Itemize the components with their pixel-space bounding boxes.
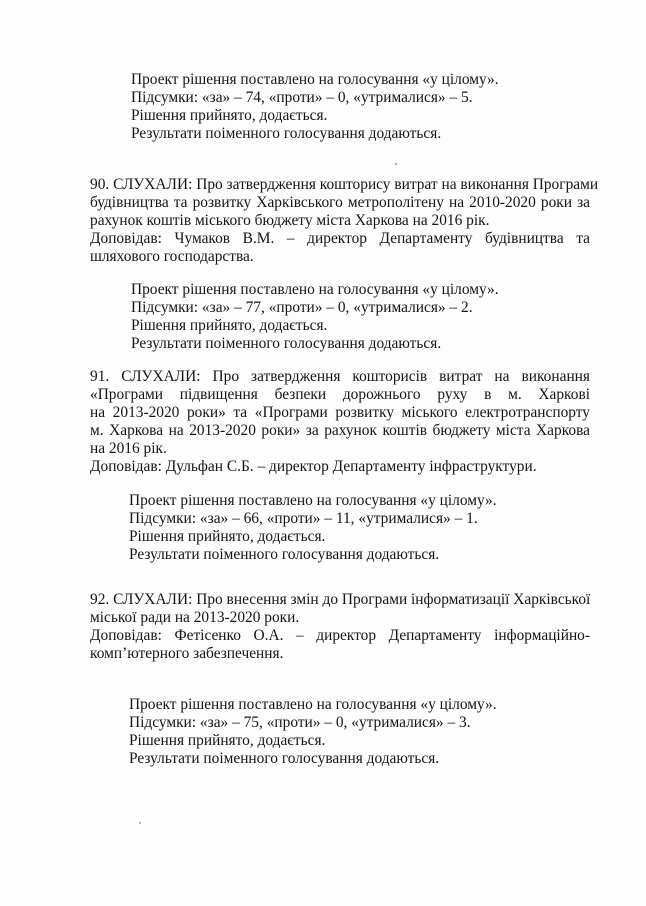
- item-heading-line: на 2016 рік.: [90, 440, 167, 457]
- vote-project-line: Проект рішення поставлено на голосування «у цілому».: [131, 71, 499, 88]
- vote-decision-line: Рішення прийнято, додається.: [131, 317, 328, 334]
- vote-project-line: Проект рішення поставлено на голосування «у цілому».: [129, 696, 497, 713]
- speaker-line: Доповідав: Чумаков В.М. – директор Департаменту будівництва та: [90, 230, 590, 247]
- item-heading-line: «Програми підвищення безпеки дорожнього руху в м. Харкові: [90, 386, 590, 403]
- vote-decision-line: Рішення прийнято, додається.: [131, 107, 328, 124]
- vote-rollcall-line: Результати поіменного голосування додаються.: [131, 125, 442, 142]
- item-heading-line: 92. СЛУХАЛИ: Про внесення змін до Програми інформатизації Харківської: [90, 591, 591, 608]
- item-heading-line: 90. СЛУХАЛИ: Про затвердження кошторису витрат на виконання Програми: [90, 176, 599, 193]
- speaker-line: Доповідав: Дульфан С.Б. – директор Департаменту інфраструктури.: [90, 458, 537, 475]
- speaker-line: шляхового господарства.: [90, 248, 254, 265]
- vote-results-line: Підсумки: «за» – 75, «проти» – 0, «утрималися» – 3.: [129, 714, 471, 731]
- vote-rollcall-line: Результати поіменного голосування додаються.: [129, 750, 440, 767]
- item-heading-line: рахунок коштів міського бюджету міста Харкова на 2016 рік.: [90, 212, 490, 229]
- vote-results-line: Підсумки: «за» – 77, «проти» – 0, «утрималися» – 2.: [131, 299, 473, 316]
- scan-speck: [139, 822, 141, 824]
- vote-results-line: Підсумки: «за» – 66, «проти» – 11, «утрималися» – 1.: [129, 510, 478, 527]
- item-heading-line: 91. СЛУХАЛИ: Про затвердження кошторисів витрат на виконання: [90, 368, 590, 385]
- vote-decision-line: Рішення прийнято, додається.: [129, 732, 326, 749]
- item-heading-line: міської ради на 2013-2020 роки.: [90, 609, 300, 626]
- item-heading-line: на 2013-2020 роки» та «Програми розвитку міського електротранспорту: [90, 404, 590, 421]
- vote-results-line: Підсумки: «за» – 74, «проти» – 0, «утрималися» – 5.: [131, 89, 473, 106]
- vote-decision-line: Рішення прийнято, додається.: [129, 528, 326, 545]
- vote-project-line: Проект рішення поставлено на голосування «у цілому».: [131, 281, 499, 298]
- vote-rollcall-line: Результати поіменного голосування додаються.: [131, 335, 442, 352]
- vote-rollcall-line: Результати поіменного голосування додаються.: [129, 546, 440, 563]
- item-heading-line: м. Харкова на 2013-2020 роки» за рахунок коштів бюджету міста Харкова: [90, 422, 590, 439]
- speaker-line: комп’ютерного забезпечення.: [90, 645, 284, 662]
- item-heading-line: будівництва та розвитку Харківського метрополітену на 2010-2020 роки за: [90, 194, 590, 211]
- vote-project-line: Проект рішення поставлено на голосування «у цілому».: [129, 492, 497, 509]
- scan-speck: [395, 163, 397, 165]
- speaker-line: Доповідав: Фетісенко О.А. – директор Департаменту інформаційно-: [90, 627, 590, 644]
